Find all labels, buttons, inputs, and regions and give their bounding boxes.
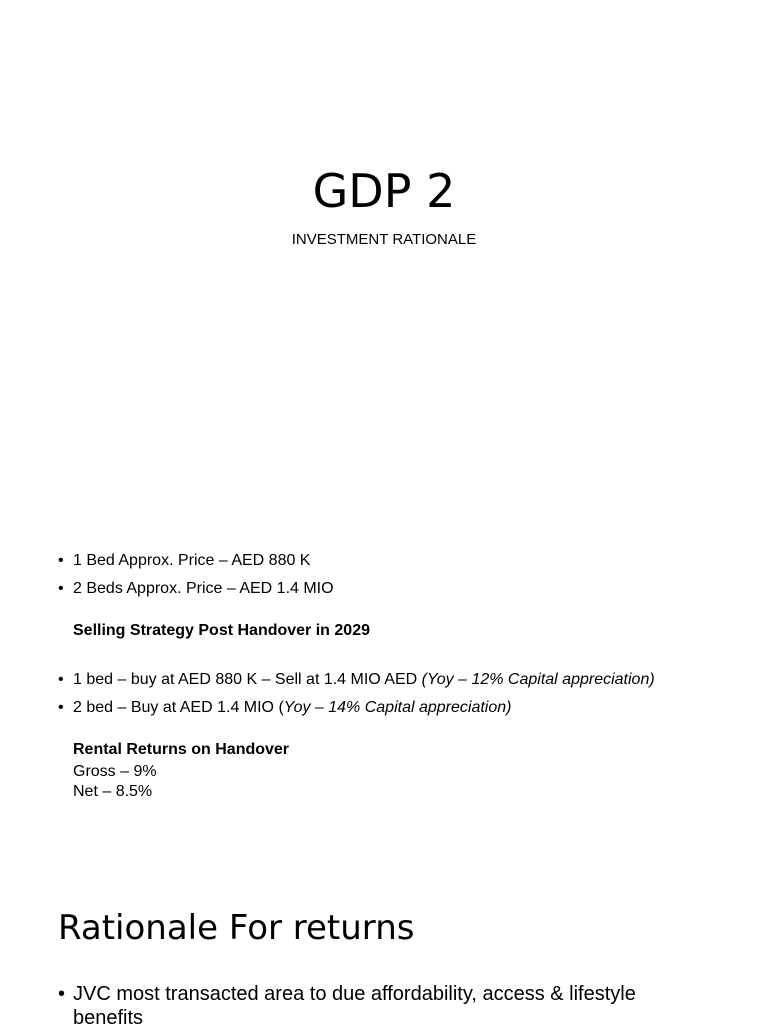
rental-gross: Gross – 9% xyxy=(73,763,157,780)
list-item xyxy=(58,694,655,722)
strategy-2bed-appreciation: Yoy – 14% Capital appreciation) xyxy=(283,699,512,716)
price-1bed: 1 Bed Approx. Price – AED 880 K xyxy=(73,552,311,569)
bullet-icon: • xyxy=(58,699,64,716)
page-subtitle: INVESTMENT RATIONALE xyxy=(291,231,477,248)
price-2bed: 2 Beds Approx. Price – AED 1.4 MIO xyxy=(73,580,334,597)
strategy-2bed-text: 2 bed – Buy at AED 1.4 MIO ( xyxy=(73,699,284,716)
bullet-icon: • xyxy=(58,983,66,1005)
rental-returns-heading: Rental Returns on Handover xyxy=(73,741,290,758)
page-title: GDP 2 xyxy=(312,164,456,218)
bullet-icon: • xyxy=(58,671,64,688)
bullet-icon: • xyxy=(58,580,64,597)
rental-net: Net – 8.5% xyxy=(73,783,153,800)
list-item xyxy=(58,666,655,694)
rationale-heading: Rationale For returns xyxy=(58,908,415,948)
list-item xyxy=(58,982,698,1030)
selling-strategy-heading: Selling Strategy Post Handover in 2029 xyxy=(73,622,370,639)
strategy-1bed-appreciation: (Yoy – 12% Capital appreciation) xyxy=(421,671,655,688)
rationale-list xyxy=(58,982,698,1030)
list-item xyxy=(58,575,334,603)
rationale-item-text: JVC most transacted area to due affordability, access & lifestyle benefits xyxy=(73,983,636,1029)
list-item xyxy=(58,547,334,575)
selling-strategy-list xyxy=(58,666,655,722)
price-list xyxy=(58,547,334,603)
bullet-icon: • xyxy=(58,552,64,569)
strategy-1bed-text: 1 bed – buy at AED 880 K – Sell at 1.4 MIO AED xyxy=(73,671,422,688)
